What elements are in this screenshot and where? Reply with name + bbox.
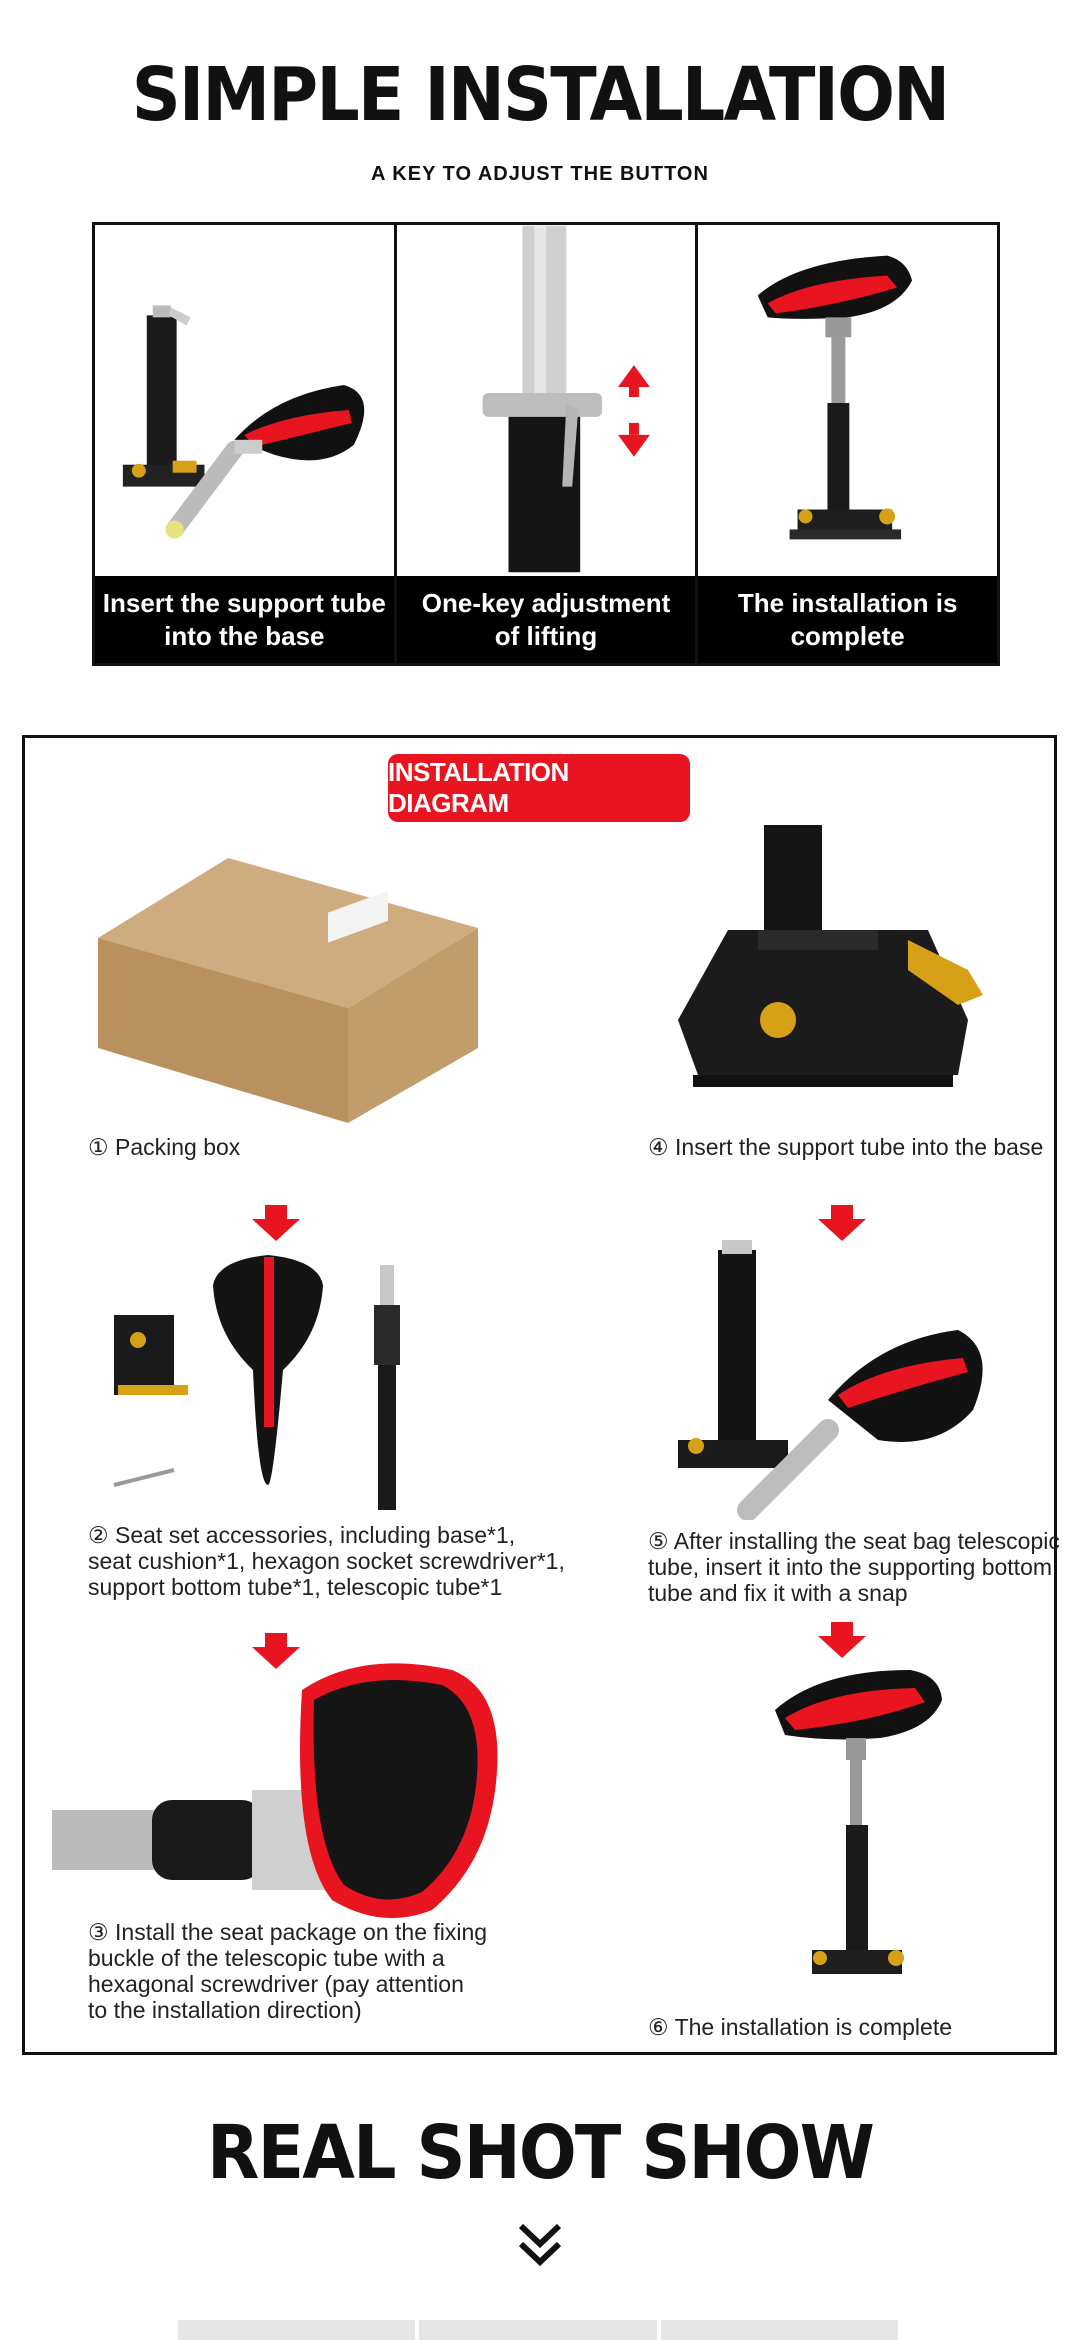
panel-caption (698, 576, 997, 663)
section-title-simple-installation: SIMPLE INSTALLATION (131, 52, 949, 138)
step-caption-3 (88, 1919, 487, 2023)
section-title-real-shot-show: REAL SHOT SHOW (207, 2110, 873, 2196)
assembled-scooter-seat-image (760, 1670, 950, 2000)
step-caption-line: ① Packing box (88, 1134, 241, 1160)
installation-steps-panels (92, 222, 1000, 666)
panel-caption-line: into the base (164, 620, 325, 651)
thumbnail (661, 2320, 898, 2340)
seat-accessories-image (108, 1245, 448, 1510)
thumbnail (178, 2320, 415, 2340)
down-arrow-icon (818, 1622, 866, 1658)
step-caption-line: ④ Insert the support tube into the base (648, 1134, 1044, 1160)
seat-clamp-closeup-image (52, 1660, 502, 1930)
panel-caption-line: of lifting (494, 620, 598, 651)
image-strip-preview (178, 2320, 898, 2340)
quick-release-clamp-illustration (397, 225, 696, 573)
step-caption-1 (88, 1134, 240, 1160)
step-caption-line: tube, insert it into the supporting bottom (648, 1554, 1053, 1580)
support-tube-base-image (668, 820, 998, 1120)
step-caption-line: ③ Install the seat package on the fixing (88, 1919, 488, 1945)
panel-caption (397, 576, 696, 663)
step-caption-line: support bottom tube*1, telescopic tube*1 (88, 1574, 503, 1600)
step-caption-line: hexagonal screwdriver (pay attention (88, 1971, 464, 1997)
step-caption-6 (648, 2014, 952, 2040)
panel-caption-line: Insert the support tube (102, 587, 386, 618)
seat-post-base-illustration (95, 225, 394, 573)
telescopic-tube-insert-image (668, 1240, 1008, 1520)
step-caption-5 (648, 1528, 1060, 1606)
step-caption-line: ⑥ The installation is complete (648, 2014, 953, 2040)
panel-one-key-adjustment (397, 225, 699, 663)
assembled-seat-illustration (698, 225, 997, 573)
panel-insert-support-tube (95, 225, 397, 663)
installation-diagram-badge: INSTALLATION DIAGRAM (388, 754, 690, 822)
step-caption-line: to the installation direction) (88, 1997, 362, 2023)
panel-caption-line: The installation is (737, 587, 958, 618)
step-caption-4 (648, 1134, 1043, 1160)
thumbnail (419, 2320, 656, 2340)
step-caption-line: tube and fix it with a snap (648, 1580, 908, 1606)
step-caption-line: ② Seat set accessories, including base*1, (88, 1522, 516, 1548)
panel-caption (95, 576, 394, 663)
panel-caption-line: complete (790, 620, 905, 651)
down-arrow-icon (252, 1205, 300, 1241)
step-caption-2 (88, 1522, 565, 1600)
panel-installation-complete (698, 225, 997, 663)
step-caption-line: seat cushion*1, hexagon socket screwdriver*1, (88, 1548, 565, 1574)
down-arrow-icon (818, 1205, 866, 1241)
chevron-double-down-icon (515, 2220, 565, 2270)
section-subtitle: A KEY TO ADJUST THE BUTTON (371, 163, 709, 185)
step-caption-line: buckle of the telescopic tube with a (88, 1945, 445, 1971)
panel-caption-line: One-key adjustment (421, 587, 671, 618)
step-caption-line: ⑤ After installing the seat bag telescopic (648, 1528, 1060, 1554)
packing-box-image (88, 858, 488, 1123)
